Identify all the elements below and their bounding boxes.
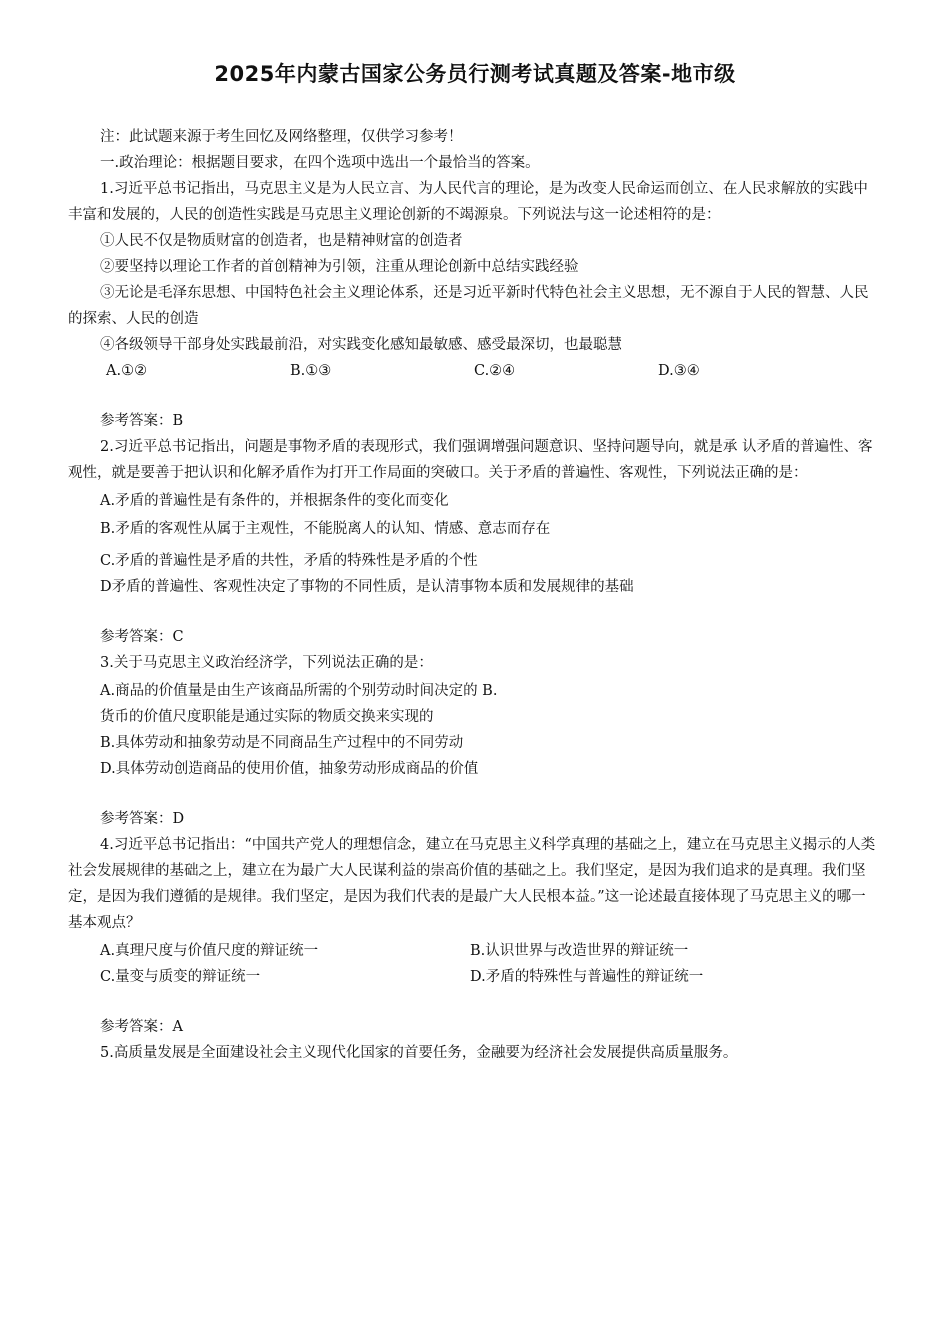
question-4-option-a: A.真理尺度与价值尺度的辩证统一 [100, 943, 319, 959]
question-1-statement-1: ①人民不仅是物质财富的创造者，也是精神财富的创造者 [100, 233, 463, 249]
question-4-options-row-1 [68, 938, 880, 964]
question-3-option-a-continued: 货币的价值尺度职能是通过实际的物质交换来实现的 [100, 709, 434, 725]
question-3-stem: 3.关于马克思主义政治经济学，下列说法正确的是： [100, 655, 433, 671]
question-4-option-c: C.量变与质变的辩证统一 [100, 969, 261, 985]
question-2-stem: 2.习近平总书记指出，问题是事物矛盾的表现形式，我们强调增强问题意识、坚持问题导向，就是承 认矛盾的普遍性、客观性，就是要善于把认识和化解矛盾作为打开工作局面的突破口。关于矛盾的普遍性、客观性，下列说法正确的是： [68, 439, 873, 481]
question-5-stem: 5.高质量发展是全面建设社会主义现代化国家的首要任务，金融要为经济社会发展提供高质量服务。 [100, 1045, 738, 1061]
section-heading: 一.政治理论：根据题目要求，在四个选项中选出一个最恰当的答案。 [100, 155, 540, 171]
question-1-answer: 参考答案：B [100, 413, 184, 429]
question-1-option-c: C.②④ [474, 363, 516, 379]
page-title: 2025年内蒙古国家公务员行测考试真题及答案-地市级 [214, 62, 736, 86]
question-4-option-b: B.认识世界与改造世界的辩证统一 [470, 943, 689, 959]
question-1-statement-3: ③无论是毛泽东思想、中国特色社会主义理论体系，还是习近平新时代特色社会主义思想，无不源自于人民的智慧、人民的探索、人民的创造 [68, 285, 869, 327]
question-2-option-d: D矛盾的普遍性、客观性决定了事物的不同性质，是认清事物本质和发展规律的基础 [100, 579, 634, 595]
question-2-option-b: B.矛盾的客观性从属于主观性，不能脱离人的认知、情感、意志而存在 [100, 521, 551, 537]
question-1-stem: 1.习近平总书记指出，马克思主义是为人民立言、为人民代言的理论，是为改变人民命运而创立、在人民求解放的实践中丰富和发展的，人民的创造性实践是马克思主义理论创新的不竭源泉。下列说法与这一论述相符的是： [68, 181, 868, 223]
question-1-option-a: A.①② [106, 363, 148, 379]
question-3-option-a: A.商品的价值量是由生产该商品所需的个别劳动时间决定的 B. [100, 683, 498, 699]
question-3-answer: 参考答案：D [100, 811, 185, 827]
question-2-answer: 参考答案：C [100, 629, 184, 645]
question-1-option-d: D.③④ [658, 363, 700, 379]
source-note: 注：此试题来源于考生回忆及网络整理，仅供学习参考！ [100, 129, 463, 145]
question-4-answer: 参考答案：A [100, 1019, 183, 1035]
document-body [68, 124, 880, 1066]
question-1-option-b: B.①③ [290, 363, 332, 379]
question-2-option-a: A.矛盾的普遍性是有条件的，并根据条件的变化而变化 [100, 493, 449, 509]
question-3-option-b: B.具体劳动和抽象劳动是不同商品生产过程中的不同劳动 [100, 735, 464, 751]
question-4-options-row-2 [68, 964, 880, 990]
question-1-statement-4: ④各级领导干部身处实践最前沿，对实践变化感知最敏感、感受最深切，也最聪慧 [100, 337, 622, 353]
question-1-statement-2: ②要坚持以理论工作者的首创精神为引领，注重从理论创新中总结实践经验 [100, 259, 579, 275]
question-3-option-d: D.具体劳动创造商品的使用价值，抽象劳动形成商品的价值 [100, 761, 479, 777]
question-1-options [68, 358, 880, 384]
question-4-option-d: D.矛盾的特殊性与普遍性的辩证统一 [470, 969, 704, 985]
question-2-option-c: C.矛盾的普遍性是矛盾的共性，矛盾的特殊性是矛盾的个性 [100, 553, 478, 569]
question-4-stem: 4.习近平总书记指出：“中国共产党人的理想信念，建立在马克思主义科学真理的基础之上，建立在马克思主义揭示的人类社会发展规律的基础之上，建立在为最广大人民谋利益的崇高价值的基础之上。我们坚定，是因为我们追求的是真理。我们坚定，是因为我们遵循的是规律。我们坚定，是因为我们代表的是最广大人民根本益。”这一论述最直接体现了马克思主义的哪一基本观点？ [68, 837, 876, 931]
